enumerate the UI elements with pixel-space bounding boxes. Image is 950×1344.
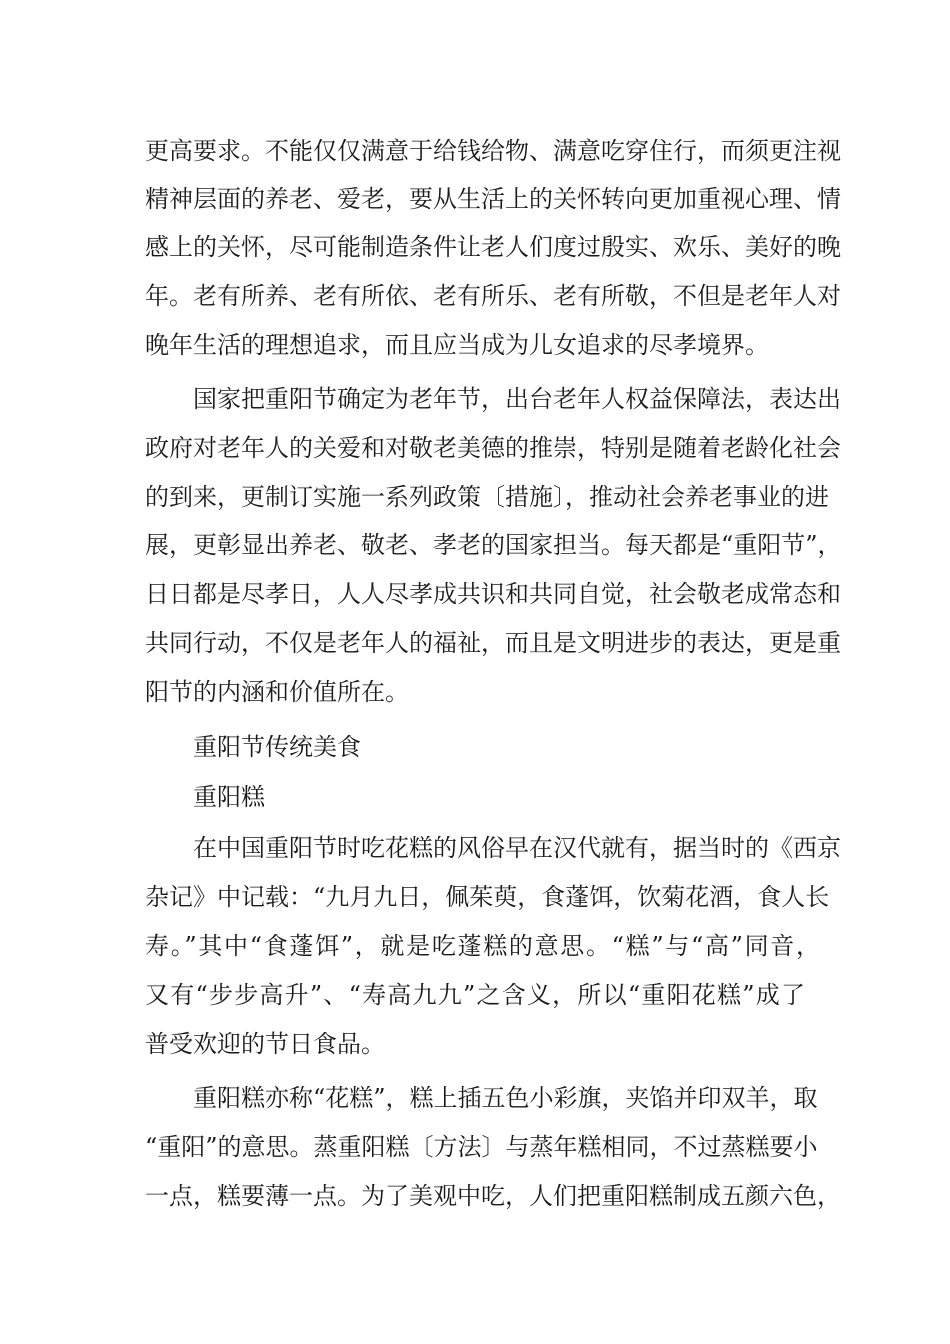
text-line: 重阳糕亦称“花糕”，糕上插五色小彩旗，夹馅并印双羊，取 [193,1084,818,1112]
text-line: 寿。”其中“食蓬饵”，就是吃蓬糕的意思。“糕”与“高”同音， [145,932,820,960]
text-line: 一点，糕要薄一点。为了美观中吃，人们把重阳糕制成五颜六色， [145,1182,841,1210]
text-line: 共同行动，不仅是老年人的福祉，而且是文明进步的表达，更是重 [145,629,841,657]
text-line: 感上的关怀，尽可能制造条件让老人们度过殷实、欢乐、美好的晚 [145,233,841,261]
text-line: 政府对老年人的关爱和对敬老美德的推崇，特别是随着老龄化社会 [145,434,841,462]
text-line: 精神层面的养老、爱老，要从生活上的关怀转向更加重视心理、情 [145,185,841,213]
text-line: “重阳”的意思。蒸重阳糕〔方法〕与蒸年糕相同，不过蒸糕要小 [145,1133,818,1161]
subsection-heading: 重阳糕 [193,783,265,811]
text-line: 的到来，更制订实施一系列政策〔措施〕，推动社会养老事业的进 [145,483,829,511]
text-line: 阳节的内涵和价值所在。 [145,678,409,706]
text-line: 晚年生活的理想追求，而且应当成为儿女追求的尽孝境界。 [145,331,769,359]
text-line: 更高要求。不能仅仅满意于给钱给物、满意吃穿住行，而须更注视 [145,137,841,165]
text-line: 国家把重阳节确定为老年节，出台老年人权益保障法，表达出 [193,385,841,413]
text-line: 杂记》中记载：“九月九日，佩茱萸，食蓬饵，饮菊花酒，食人长 [145,883,830,911]
text-line: 又有“步步高升”、“寿高九九”之含义，所以“重阳花糕”成了 [145,981,805,1009]
text-line: 日日都是尽孝日，人人尽孝成共识和共同自觉，社会敬老成常态和 [145,580,841,608]
text-line: 年。老有所养、老有所依、老有所乐、老有所敬，不但是老年人对 [145,282,841,310]
text-line: 展，更彰显出养老、敬老、孝老的国家担当。每天都是“重阳节”， [145,531,842,559]
text-line: 普受欢迎的节日食品。 [145,1030,385,1058]
text-line: 在中国重阳节时吃花糕的风俗早在汉代就有，据当时的《西京 [193,834,841,862]
section-heading: 重阳节传统美食 [193,733,361,761]
